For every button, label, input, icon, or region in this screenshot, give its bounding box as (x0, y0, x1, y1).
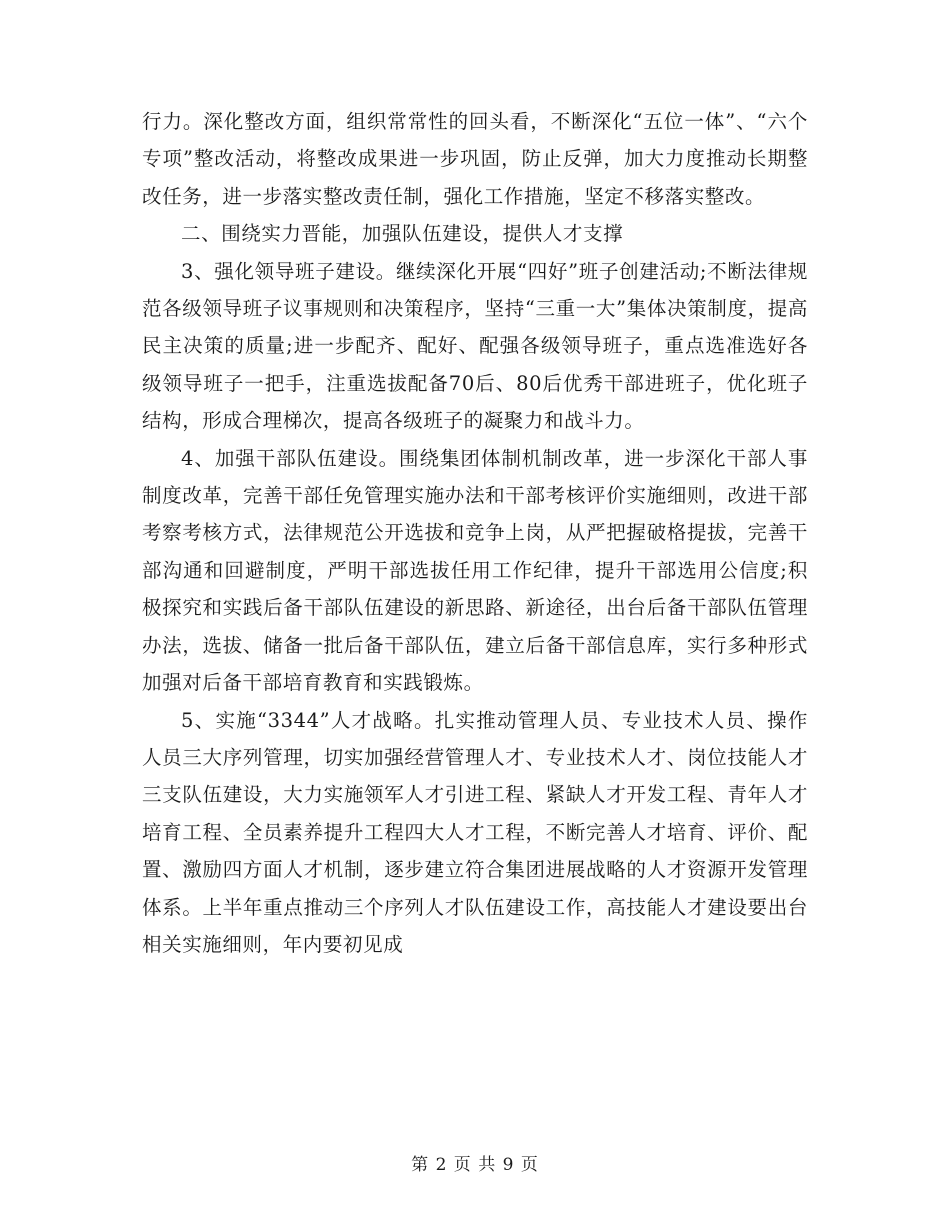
section-heading: 二、围绕实力晋能，加强队伍建设，提供人才支撑 (181, 222, 624, 246)
paragraph-3: 3、强化领导班子建设。继续深化开展“四好”班子创建活动;不断法律规范各级领导班子议事规则和决策程序，坚持“三重一大”集体决策制度，提高民主决策的质量;进一步配齐、配好、配强各级领导班子，重点选准选好各级领导班子一把手，注重选拔配备70后、80后优秀干部进班子，优化班子结构，形成合理梯次，提高各级班子的凝聚力和战斗力。 (142, 259, 808, 433)
paragraph-4: 4、加强干部队伍建设。围绕集团体制机制改革，进一步深化干部人事制度改革，完善干部任免管理实施办法和干部考核评价实施细则，改进干部考察考核方式，法律规范公开选拔和竞争上岗，从严把握破格提拔，完善干部沟通和回避制度，严明干部选拔任用工作纪律，提升干部选用公信度;积极探究和实践后备干部队伍建设的新思路、新途径，出台后备干部队伍管理办法，选拔、储备一批后备干部队伍，建立后备干部信息库，实行多种形式加强对后备干部培育教育和实践锻炼。 (142, 446, 808, 695)
paragraph-1: 行力。深化整改方面，组织常常性的回头看，不断深化“五位一体”、“六个专项”整改活动，将整改成果进一步巩固，防止反弹，加大力度推动长期整改任务，进一步落实整改责任制，强化工作措施，坚定不移落实整改。 (142, 110, 808, 208)
paragraph-5: 5、实施“3344”人才战略。扎实推动管理人员、专业技术人员、操作人员三大序列管理，切实加强经营管理人才、专业技术人才、岗位技能人才三支队伍建设，大力实施领军人才引进工程、紧缺人才开发工程、青年人才培育工程、全员素养提升工程四大人才工程，不断完善人才培育、评价、配置、激励四方面人才机制，逐步建立符合集团进展战略的人才资源开发管理体系。上半年重点推动三个序列人才队伍建设工作，高技能人才建设要出台相关实施细则，年内要初见成 (142, 708, 808, 956)
document-body (142, 103, 808, 963)
page-number: 第 2 页 共 9 页 (411, 1155, 539, 1175)
